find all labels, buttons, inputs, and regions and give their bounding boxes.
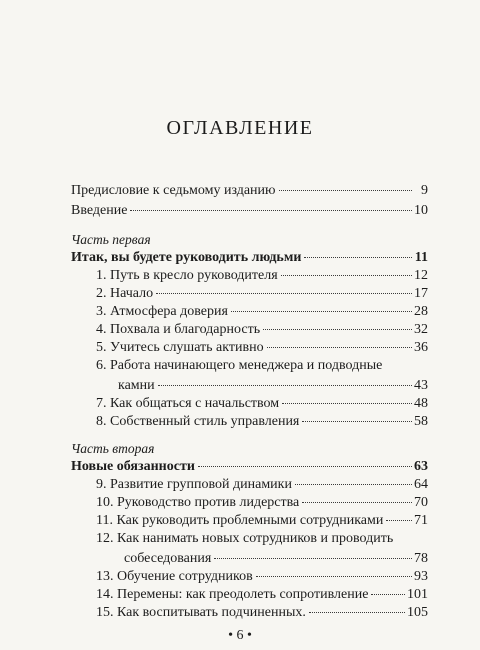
toc-entry-label: 10. Руководство против лидерства (96, 495, 300, 510)
toc-entry-label: 11. Как руководить проблемными сотрудниками (96, 513, 384, 528)
toc-entry-label: 13. Обучение сотрудников (96, 569, 253, 584)
toc-entry-page: 93 (414, 569, 428, 584)
toc-entry-label: 4. Похвала и благодарность (96, 322, 261, 337)
toc-entry-page: 32 (414, 322, 428, 337)
dot-leader (158, 384, 412, 386)
toc-entry-preface[interactable] (71, 183, 428, 203)
toc-entry-chapter-3[interactable] (96, 304, 428, 324)
toc-entry-chapter-10[interactable] (96, 495, 428, 515)
dot-leader (267, 346, 412, 348)
part-one-label: Часть первая (71, 232, 151, 247)
dot-leader (304, 256, 412, 258)
toc-entry-chapter-2[interactable] (96, 286, 428, 306)
toc-entry-introduction[interactable] (71, 203, 428, 223)
toc-entry-chapter-15[interactable] (96, 605, 428, 625)
toc-entry-label: 5. Учитесь слушать активно (96, 340, 264, 355)
dot-leader (231, 310, 412, 312)
toc-entry-chapter-12[interactable] (96, 531, 428, 571)
toc-entry-label-line1: 12. Как нанимать новых сотрудников и проводить (96, 531, 394, 546)
dot-leader (263, 328, 412, 330)
toc-entry-label-line1: 6. Работа начинающего менеджера и подводные (96, 358, 383, 373)
part-title-page: 63 (414, 459, 428, 474)
toc-entry-chapter-14[interactable] (96, 587, 428, 607)
dot-leader (302, 420, 412, 422)
part-two-title[interactable] (71, 459, 428, 479)
toc-entry-chapter-9[interactable] (96, 477, 428, 497)
part-two-label: Часть вторая (71, 441, 155, 456)
dot-leader (214, 557, 412, 559)
dot-leader (256, 575, 412, 577)
toc-entry-chapter-6[interactable] (96, 358, 428, 398)
toc-entry-label: 7. Как общаться с начальством (96, 396, 280, 411)
toc-entry-chapter-4[interactable] (96, 322, 428, 342)
dot-leader (282, 402, 412, 404)
toc-entry-line2 (96, 378, 428, 398)
toc-entry-label: Введение (71, 203, 128, 218)
toc-entry-page: 78 (414, 551, 428, 566)
part-title-text: Новые обязанности (71, 459, 195, 474)
toc-entry-label: 9. Развитие групповой динамики (96, 477, 292, 492)
dot-leader (198, 465, 412, 467)
toc-entry-page: 36 (414, 340, 428, 355)
toc-entry-chapter-11[interactable] (96, 513, 428, 533)
toc-entry-line2 (96, 551, 428, 571)
part-title-text: Итак, вы будете руководить людьми (71, 250, 302, 265)
toc-entry-page: 71 (414, 513, 428, 528)
toc-entry-label: 3. Атмосфера доверия (96, 304, 228, 319)
toc-entry-page: 10 (414, 203, 428, 218)
dot-leader (281, 274, 412, 276)
dot-leader (371, 593, 405, 595)
dot-leader (386, 519, 412, 521)
part-title-page: 11 (414, 250, 428, 265)
toc-entry-chapter-13[interactable] (96, 569, 428, 589)
dot-leader (279, 189, 413, 191)
toc-entry-page: 70 (414, 495, 428, 510)
toc-entry-page: 17 (414, 286, 428, 301)
toc-entry-label: 15. Как воспитывать подчиненных. (96, 605, 306, 620)
toc-entry-chapter-8[interactable] (96, 414, 428, 434)
toc-entry-page: 64 (414, 477, 428, 492)
toc-entry-label: 8. Собственный стиль управления (96, 414, 300, 429)
toc-entry-page: 101 (407, 587, 428, 602)
toc-entry-label-line2: собеседования (124, 551, 212, 566)
toc-entry-page: 105 (407, 605, 428, 620)
toc-entry-chapter-7[interactable] (96, 396, 428, 416)
toc-entry-label: Предисловие к седьмому изданию (71, 183, 276, 198)
toc-entry-page: 12 (414, 268, 428, 283)
dot-leader (302, 501, 412, 503)
dot-leader (295, 483, 412, 485)
toc-entry-page: 28 (414, 304, 428, 319)
toc-entry-page: 43 (414, 378, 428, 393)
toc-entry-page: 58 (414, 414, 428, 429)
dot-leader (130, 209, 412, 211)
toc-entry-chapter-1[interactable] (96, 268, 428, 288)
page-number: • 6 • (228, 628, 252, 643)
toc-entry-chapter-5[interactable] (96, 340, 428, 360)
part-one-title[interactable] (71, 250, 428, 270)
dot-leader (309, 611, 405, 613)
toc-entry-label: 1. Путь в кресло руководителя (96, 268, 278, 283)
toc-entry-page: 48 (414, 396, 428, 411)
toc-entry-label: 2. Начало (96, 286, 154, 301)
toc-entry-label-line2: камни (118, 378, 155, 393)
dot-leader (156, 292, 412, 294)
toc-title: ОГЛАВЛЕНИЕ (166, 117, 314, 139)
toc-entry-page: 9 (421, 183, 428, 198)
toc-entry-label: 14. Перемены: как преодолеть сопротивление (96, 587, 369, 602)
